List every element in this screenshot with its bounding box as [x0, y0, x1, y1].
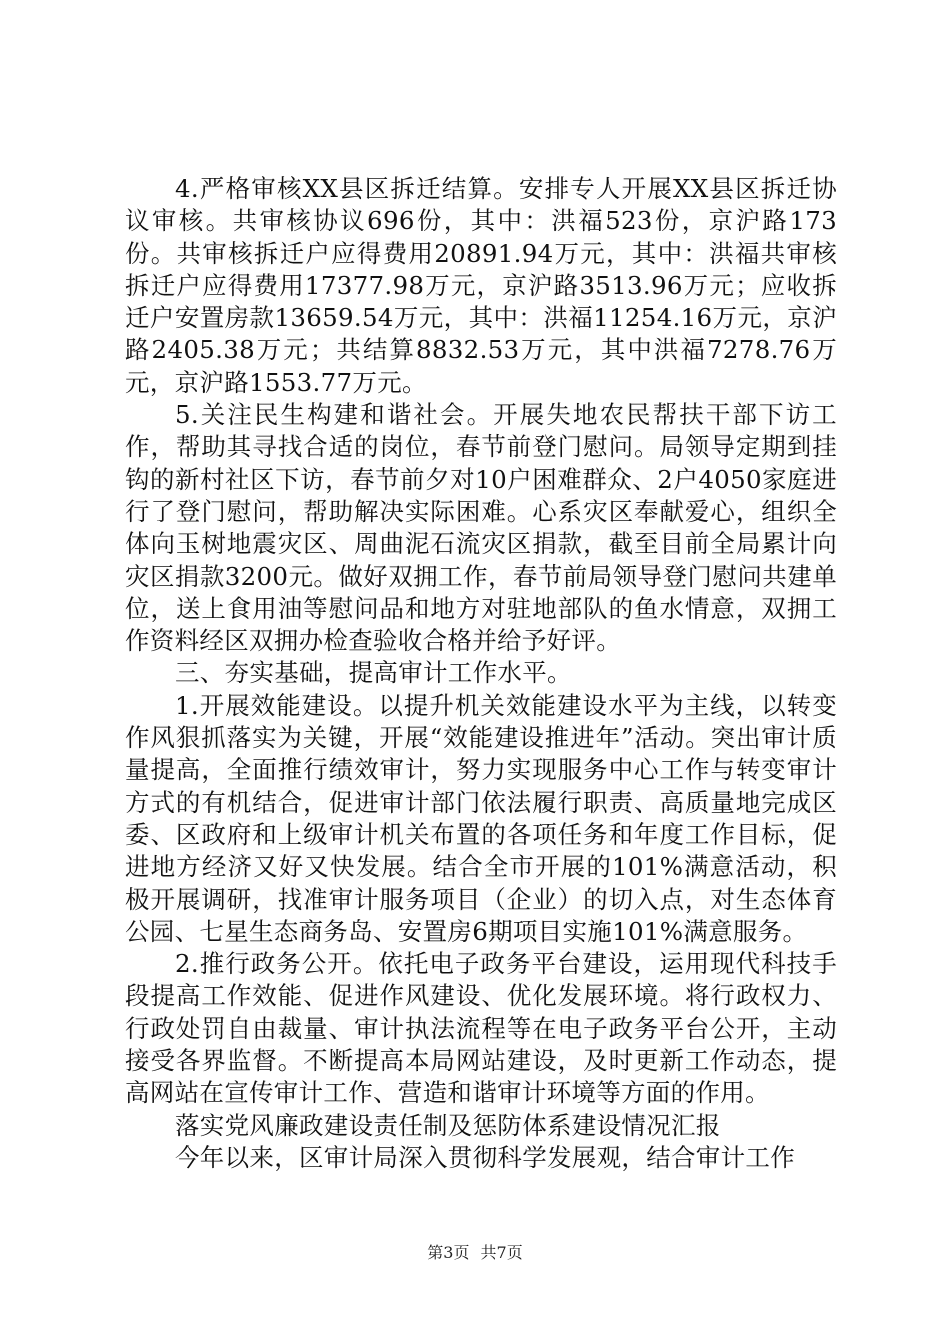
paragraph-item-5: 5.关注民生构建和谐社会。开展失地农民帮扶干部下访工作，帮助其寻找合适的岗位，春节前登门慰问。局领导定期到挂钩的新村社区下访，春节前夕对10户困难群众、2户4050家庭进行了登门慰问，帮助解决实际困难。心系灾区奉献爱心，组织全体向玉树地震灾区、周曲泥石流灾区捐款，截至目前全局累计向灾区捐款3200元。做好双拥工作，春节前局领导登门慰问共建单位，送上食用油等慰问品和地方对驻地部队的鱼水情意，双拥工作资料经区双拥办检查验收合格并给予好评。: [125, 400, 837, 656]
paragraph-efficiency: 1.开展效能建设。以提升机关效能建设水平为主线，以转变作风狠抓落实为关键，开展“效能建设推进年”活动。突出审计质量提高，全面推行绩效审计，努力实现服务中心工作与转变审计方式的有机结合，促进审计部门依法履行职责、高质量地完成区委、区政府和上级审计机关布置的各项任务和年度工作目标，促进地方经济又好又快发展。结合全市开展的101%满意活动，积极开展调研，找准审计服务项目（企业）的切入点，对生态体育公园、七星生态商务岛、安置房6期项目实施101%满意服务。: [125, 690, 837, 946]
section-heading-3: 三、夯实基础，提高审计工作水平。: [175, 658, 572, 688]
report-title: 落实党风廉政建设责任制及惩防体系建设情况汇报: [175, 1110, 721, 1140]
page-footer: [0, 1243, 950, 1263]
paragraph-open-affairs: 2.推行政务公开。依托电子政务平台建设，运用现代科技手段提高工作效能、促进作风建设、优化发展环境。将行政权力、行政处罚自由裁量、审计执法流程等在电子政务平台公开，主动接受各界监督。不断提高本局网站建设，及时更新工作动态，提高网站在宣传审计工作、营造和谐审计环境等方面的作用。: [125, 949, 837, 1108]
page-number: 第3页: [427, 1243, 470, 1262]
paragraph-item-4: 4.严格审核XX县区拆迁结算。安排专人开展XX县区拆迁协议审核。共审核协议696份，其中：洪福523份，京沪路173份。共审核拆迁户应得费用20891.94万元，其中：洪福共审核拆迁户应得费用17377.98万元，京沪路3513.96万元；应收拆迁户安置房款13659.54万元，其中：洪福11254.16万元，京沪路2405.38万元；共结算8832.53万元，其中洪福7278.76万元，京沪路1553.77万元。: [125, 174, 837, 397]
paragraph-intro: 今年以来，区审计局深入贯彻科学发展观，结合审计工作: [175, 1142, 795, 1172]
page-total: 共7页: [480, 1243, 523, 1262]
document-body: [125, 173, 837, 1174]
